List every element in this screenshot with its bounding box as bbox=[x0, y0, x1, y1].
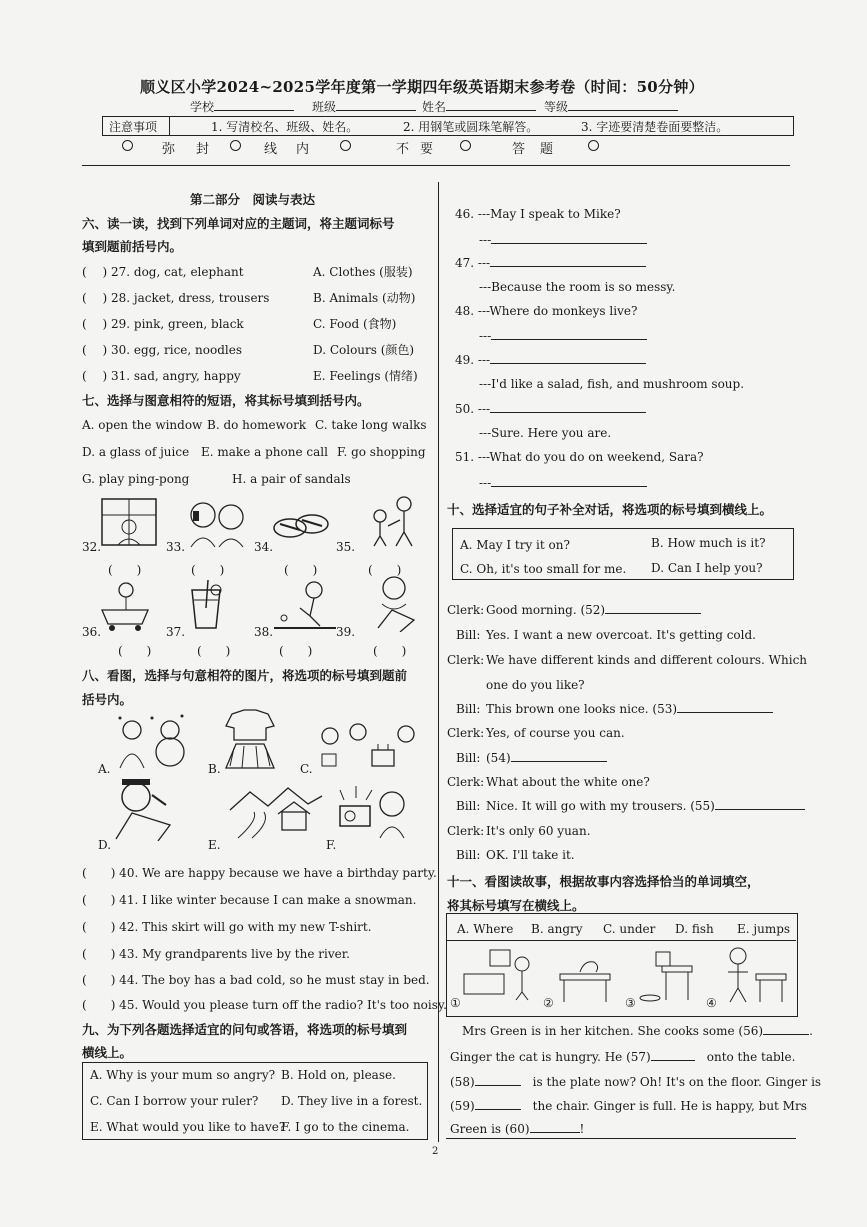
s9-answer-line[interactable]: --- bbox=[479, 329, 647, 343]
s9-reply: ---Sure. Here you are. bbox=[479, 426, 612, 440]
s6-item: ( ) 29. pink, green, black bbox=[82, 317, 244, 331]
s8-pic-label: A. bbox=[98, 762, 111, 776]
answer-bracket[interactable]: ( ) bbox=[191, 563, 225, 577]
cat-table-picture bbox=[550, 952, 620, 1004]
s9-question: 51. ---What do you do on weekend, Sara? bbox=[455, 450, 704, 464]
s9-option: E. What would you like to have? bbox=[90, 1120, 286, 1134]
s11-option: C. under bbox=[603, 922, 656, 936]
answer-bracket[interactable]: ( ) bbox=[284, 563, 318, 577]
s7-number: 39. bbox=[336, 625, 356, 639]
s11-pic-num: ① bbox=[450, 996, 461, 1010]
s7-number: 32. bbox=[82, 540, 102, 554]
s9-question: 48. ---Where do monkeys live? bbox=[455, 304, 638, 318]
s10-option: B. How much is it? bbox=[651, 536, 766, 550]
school-label: 学校 bbox=[190, 98, 294, 115]
notes-box bbox=[102, 116, 794, 136]
s7-option: B. do homework bbox=[207, 418, 307, 432]
phone-call-picture bbox=[185, 495, 249, 549]
note-1: 1. 写清校名、班级、姓名。 bbox=[211, 120, 359, 134]
s11-pic-num: ④ bbox=[706, 996, 717, 1010]
s7-number: 38. bbox=[254, 625, 274, 639]
s11-divider bbox=[446, 940, 796, 941]
s6-item: ( ) 31. sad, angry, happy bbox=[82, 369, 241, 383]
s11-option: B. angry bbox=[531, 922, 583, 936]
s10-option: C. Oh, it's too small for me. bbox=[460, 562, 627, 576]
name-label: 姓名 bbox=[422, 98, 536, 115]
s10-title: 十、选择适宜的句子补全对话，将选项的标号填到横线上。 bbox=[447, 502, 773, 517]
s8-title-1: 八、看图，选择与句意相符的图片，将选项的标号填到题前 bbox=[82, 668, 408, 683]
s8-item: ( ) 42. This skirt will go with my new T-shirt. bbox=[82, 920, 372, 934]
s8-pic-label: B. bbox=[208, 762, 221, 776]
s7-option: D. a glass of juice bbox=[82, 445, 190, 459]
juice-picture bbox=[186, 578, 226, 632]
s6-option: C. Food (食物) bbox=[313, 317, 397, 331]
angry-mrs-green-picture bbox=[716, 944, 792, 1006]
note-3: 3. 字迹要清楚卷面要整洁。 bbox=[581, 120, 729, 134]
s6-option: D. Colours (颜色) bbox=[313, 343, 415, 357]
s9-option: D. They live in a forest. bbox=[281, 1094, 423, 1108]
s8-pic-label: E. bbox=[208, 838, 221, 852]
s10-option: A. May I try it on? bbox=[460, 538, 570, 552]
s11-title-1: 十一、看图读故事，根据故事内容选择恰当的单词填空， bbox=[447, 874, 760, 889]
s11-bottom-line bbox=[446, 1138, 796, 1139]
s9-answer-line[interactable]: --- bbox=[479, 476, 647, 490]
river-house-picture bbox=[228, 782, 324, 840]
s9-option: C. Can I borrow your ruler? bbox=[90, 1094, 259, 1108]
s8-item: ( ) 43. My grandparents live by the river. bbox=[82, 947, 350, 961]
shopping-picture bbox=[96, 580, 154, 632]
s7-option: H. a pair of sandals bbox=[232, 472, 351, 486]
s9-reply: ---Because the room is so messy. bbox=[479, 280, 676, 294]
s7-option: E. make a phone call bbox=[201, 445, 328, 459]
note-2: 2. 用钢笔或圆珠笔解答。 bbox=[403, 120, 539, 134]
s6-item: ( ) 28. jacket, dress, trousers bbox=[82, 291, 270, 305]
s8-item: ( ) 40. We are happy because we have a birthday party. bbox=[82, 866, 437, 880]
s6-option: E. Feelings (情绪) bbox=[313, 369, 418, 383]
s7-number: 35. bbox=[336, 540, 356, 554]
grade-label: 等级 bbox=[544, 98, 678, 115]
s7-option: A. open the window bbox=[82, 418, 203, 432]
s10-option: D. Can I help you? bbox=[651, 561, 763, 575]
s8-title-2: 括号内。 bbox=[82, 692, 133, 707]
homework-picture bbox=[364, 574, 422, 632]
s7-number: 37. bbox=[166, 625, 186, 639]
s11-option: D. fish bbox=[675, 922, 714, 936]
s8-item: ( ) 45. Would you please turn off the radio? It's too noisy. bbox=[82, 998, 447, 1012]
s8-pic-label: D. bbox=[98, 838, 112, 852]
s9-title-1: 九、为下列各题选择适宜的问句或答语，将选项的标号填到 bbox=[82, 1022, 408, 1037]
s9-question[interactable]: 47. --- bbox=[455, 256, 646, 270]
s6-option: B. Animals (动物) bbox=[313, 291, 416, 305]
sick-in-bed-picture bbox=[112, 775, 176, 841]
s9-option: F. I go to the cinema. bbox=[281, 1120, 410, 1134]
plate-floor-picture bbox=[636, 946, 700, 1004]
s8-pic-label: C. bbox=[300, 762, 313, 776]
s7-title: 七、选择与图意相符的短语，将其标号填到括号内。 bbox=[82, 393, 370, 408]
part-title: 第二部分 阅读与表达 bbox=[190, 192, 316, 207]
s7-number: 33. bbox=[166, 540, 186, 554]
answer-bracket[interactable]: ( ) bbox=[368, 563, 402, 577]
s7-number: 36. bbox=[82, 625, 102, 639]
s11-title-2: 将其标号填写在横线上。 bbox=[447, 898, 585, 913]
s9-question: 46. ---May I speak to Mike? bbox=[455, 207, 621, 221]
birthday-party-picture bbox=[318, 720, 418, 772]
s9-answer-line[interactable]: --- bbox=[479, 233, 647, 247]
walking-picture bbox=[360, 492, 424, 550]
page-number: 2 bbox=[432, 1146, 439, 1157]
s11-pic-num: ② bbox=[543, 996, 554, 1010]
header-divider bbox=[82, 165, 790, 166]
kitchen-picture bbox=[460, 944, 540, 1004]
skirt-shirt-picture bbox=[222, 708, 278, 770]
s11-option: E. jumps bbox=[737, 922, 791, 936]
s8-item: ( ) 44. The boy has a bad cold, so he must stay in bed. bbox=[82, 973, 430, 987]
snowman-picture bbox=[112, 712, 192, 772]
answer-bracket[interactable]: ( ) bbox=[108, 563, 142, 577]
s6-option: A. Clothes (服装) bbox=[313, 265, 413, 279]
s7-option: G. play ping-pong bbox=[82, 472, 190, 486]
s8-pic-label: F. bbox=[326, 838, 337, 852]
window-picture bbox=[98, 495, 160, 549]
s6-title-1: 六、读一读，找到下列单词对应的主题词，将主题词标号 bbox=[82, 216, 395, 231]
answer-bracket[interactable]: ( ) bbox=[197, 644, 231, 658]
answer-bracket[interactable]: ( ) bbox=[279, 644, 313, 658]
s9-question[interactable]: 50. --- bbox=[455, 402, 646, 416]
notes-label: 注意事项 bbox=[109, 120, 158, 134]
s9-option: A. Why is your mum so angry? bbox=[90, 1068, 276, 1082]
noisy-radio-picture bbox=[336, 780, 410, 840]
s11-pic-num: ③ bbox=[625, 996, 636, 1010]
exam-title: 顺义区小学2024~2025学年度第一学期四年级英语期末参考卷（时间：50分钟） bbox=[140, 78, 704, 96]
answer-bracket[interactable]: ( ) bbox=[118, 644, 152, 658]
s8-item: ( ) 41. I like winter because I can make a snowman. bbox=[82, 893, 417, 907]
s9-question[interactable]: 49. --- bbox=[455, 353, 646, 367]
s7-option: F. go shopping bbox=[337, 445, 426, 459]
s6-item: ( ) 27. dog, cat, elephant bbox=[82, 265, 244, 279]
s11-option: A. Where bbox=[457, 922, 514, 936]
answer-bracket[interactable]: ( ) bbox=[373, 644, 407, 658]
s6-title-2: 填到题前括号内。 bbox=[82, 239, 183, 254]
class-label: 班级 bbox=[312, 98, 416, 115]
s9-option: B. Hold on, please. bbox=[281, 1068, 396, 1082]
s9-reply: ---I'd like a salad, fish, and mushroom soup. bbox=[479, 377, 745, 391]
s7-option: C. take long walks bbox=[315, 418, 427, 432]
ping-pong-picture bbox=[270, 578, 340, 632]
s7-number: 34. bbox=[254, 540, 274, 554]
s6-item: ( ) 30. egg, rice, noodles bbox=[82, 343, 242, 357]
s9-title-2: 横线上。 bbox=[82, 1045, 133, 1060]
sandals-picture bbox=[270, 500, 330, 546]
